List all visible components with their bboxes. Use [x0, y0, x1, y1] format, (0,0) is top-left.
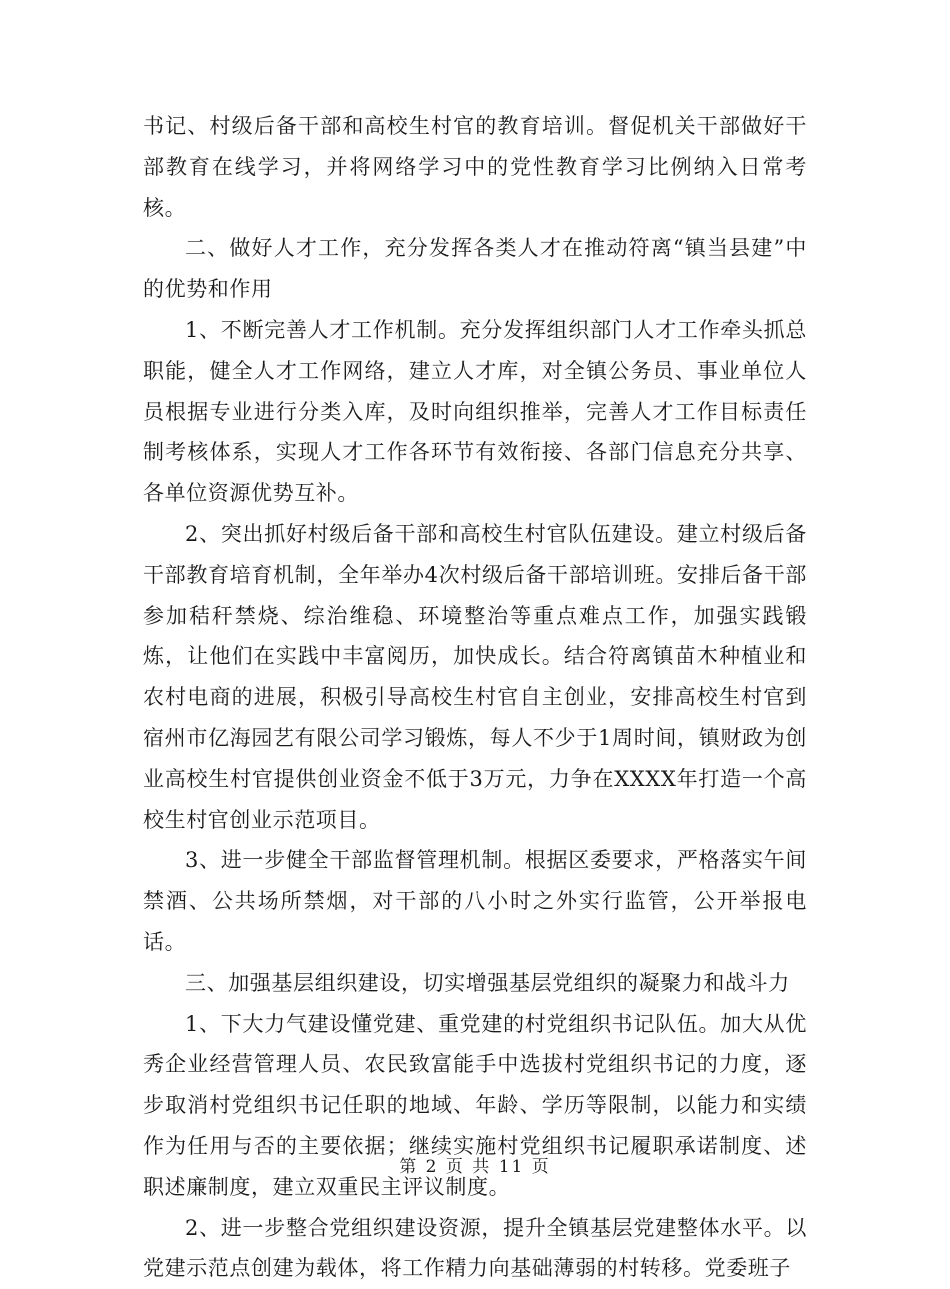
document-body	[143, 106, 807, 1289]
paragraph-continuation: 书记、村级后备干部和高校生村官的教育培训。督促机关干部做好干部教育在线学习，并将网络学习中的党性教育学习比例纳入日常考核。	[143, 114, 807, 220]
section-heading-three: 三、加强基层组织建设，切实增强基层党组织的凝聚力和战斗力	[185, 970, 790, 995]
paragraph-party-resources: 2、进一步整合党组织建设资源，提升全镇基层党建整体水平。以党建示范点创建为载体，将工作精力向基础薄弱的村转移。党委班子	[143, 1215, 807, 1281]
paragraph-party-secretaries: 1、下大力气建设懂党建、重党建的村党组织书记队伍。加大从优秀企业经营管理人员、农民致富能手中选拔村党组织书记的力度，逐步取消村党组织书记任职的地域、年龄、学历等限制，以能力和实绩作为任用与否的主要依据；继续实施村党组织书记履职承诺制度、述职述廉制度，建立双重民主评议制度。	[143, 1011, 807, 1199]
section-heading-two: 二、做好人才工作，充分发挥各类人才在推动符离“镇当县建”中的优势和作用	[143, 236, 807, 302]
paragraph-reserve-cadres: 2、突出抓好村级后备干部和高校生村官队伍建设。建立村级后备干部教育培育机制，全年举办4次村级后备干部培训班。安排后备干部参加秸秆禁烧、综治维稳、环境整治等重点难点工作，加强实践锻炼，让他们在实践中丰富阅历，加快成长。结合符离镇苗木种植业和农村电商的进展，积极引导高校生村官自主创业，安排高校生村官到宿州市亿海园艺有限公司学习锻炼，每人不少于1周时间，镇财政为创业高校生村官提供创业资金不低于3万元，力争在XXXX年打造一个高校生村官创业示范项目。	[143, 521, 807, 832]
paragraph-talent-mechanism: 1、不断完善人才工作机制。充分发挥组织部门人才工作牵头抓总职能，健全人才工作网络，建立人才库，对全镇公务员、事业单位人员根据专业进行分类入库，及时向组织推举，完善人才工作目标责任制考核体系，实现人才工作各环节有效衔接、各部门信息充分共享、各单位资源优势互补。	[143, 317, 807, 506]
page-footer: 第 2 页 共 11 页	[399, 1157, 551, 1177]
paragraph-supervision: 3、进一步健全干部监督管理机制。根据区委要求，严格落实午间禁酒、公共场所禁烟，对干部的八小时之外实行监管，公开举报电话。	[143, 848, 807, 954]
